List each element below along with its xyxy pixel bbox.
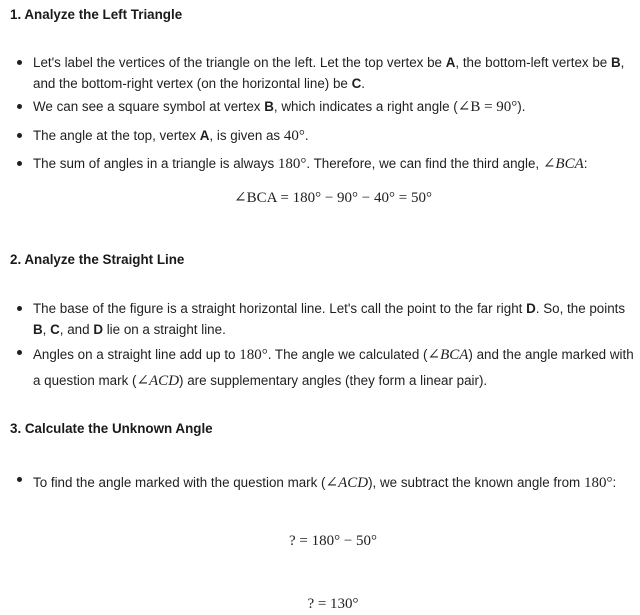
section-2-bullet-2: Angles on a straight line add up to 180°. The angle we calculated (∠BCA) and the angle marked with a question mark (∠ACD) are supplementary angles (they form a linear pair). [33, 342, 637, 394]
section-1-bullet-3: The angle at the top, vertex A, is given as 40°. [33, 125, 637, 147]
section-2-bullet-1: The base of the figure is a straight horizontal line. Let's call the point to the far right D. So, the points B, C, and D lie on a straight line. [33, 298, 637, 340]
section-3-heading: 3. Calculate the Unknown Angle [10, 421, 213, 436]
section-3-equation-2: ? = 130° [307, 596, 359, 612]
section-1-equation: ∠BCA = 180° − 90° − 40° = 50° [234, 190, 432, 206]
section-3-equation-1: ? = 180° − 50° [288, 533, 378, 549]
section-1-bullet-2: We can see a square symbol at vertex B, which indicates a right angle (∠B = 90°). [33, 96, 637, 118]
section-3-bullet-1: To find the angle marked with the question mark (∠ACD), we subtract the known angle from 180°: [33, 469, 637, 497]
section-1-bullet-4: The sum of angles in a triangle is always 180°. Therefore, we can find the third angle, ∠BCA: [33, 153, 637, 175]
section-2-heading: 2. Analyze the Straight Line [10, 252, 185, 267]
section-1-heading: 1. Analyze the Left Triangle [10, 7, 183, 22]
section-1-bullet-1: Let's label the vertices of the triangle on the left. Let the top vertex be A, the bottom-left vertex be B, and the bottom-right vertex (on the horizontal line) be C. [33, 52, 637, 94]
